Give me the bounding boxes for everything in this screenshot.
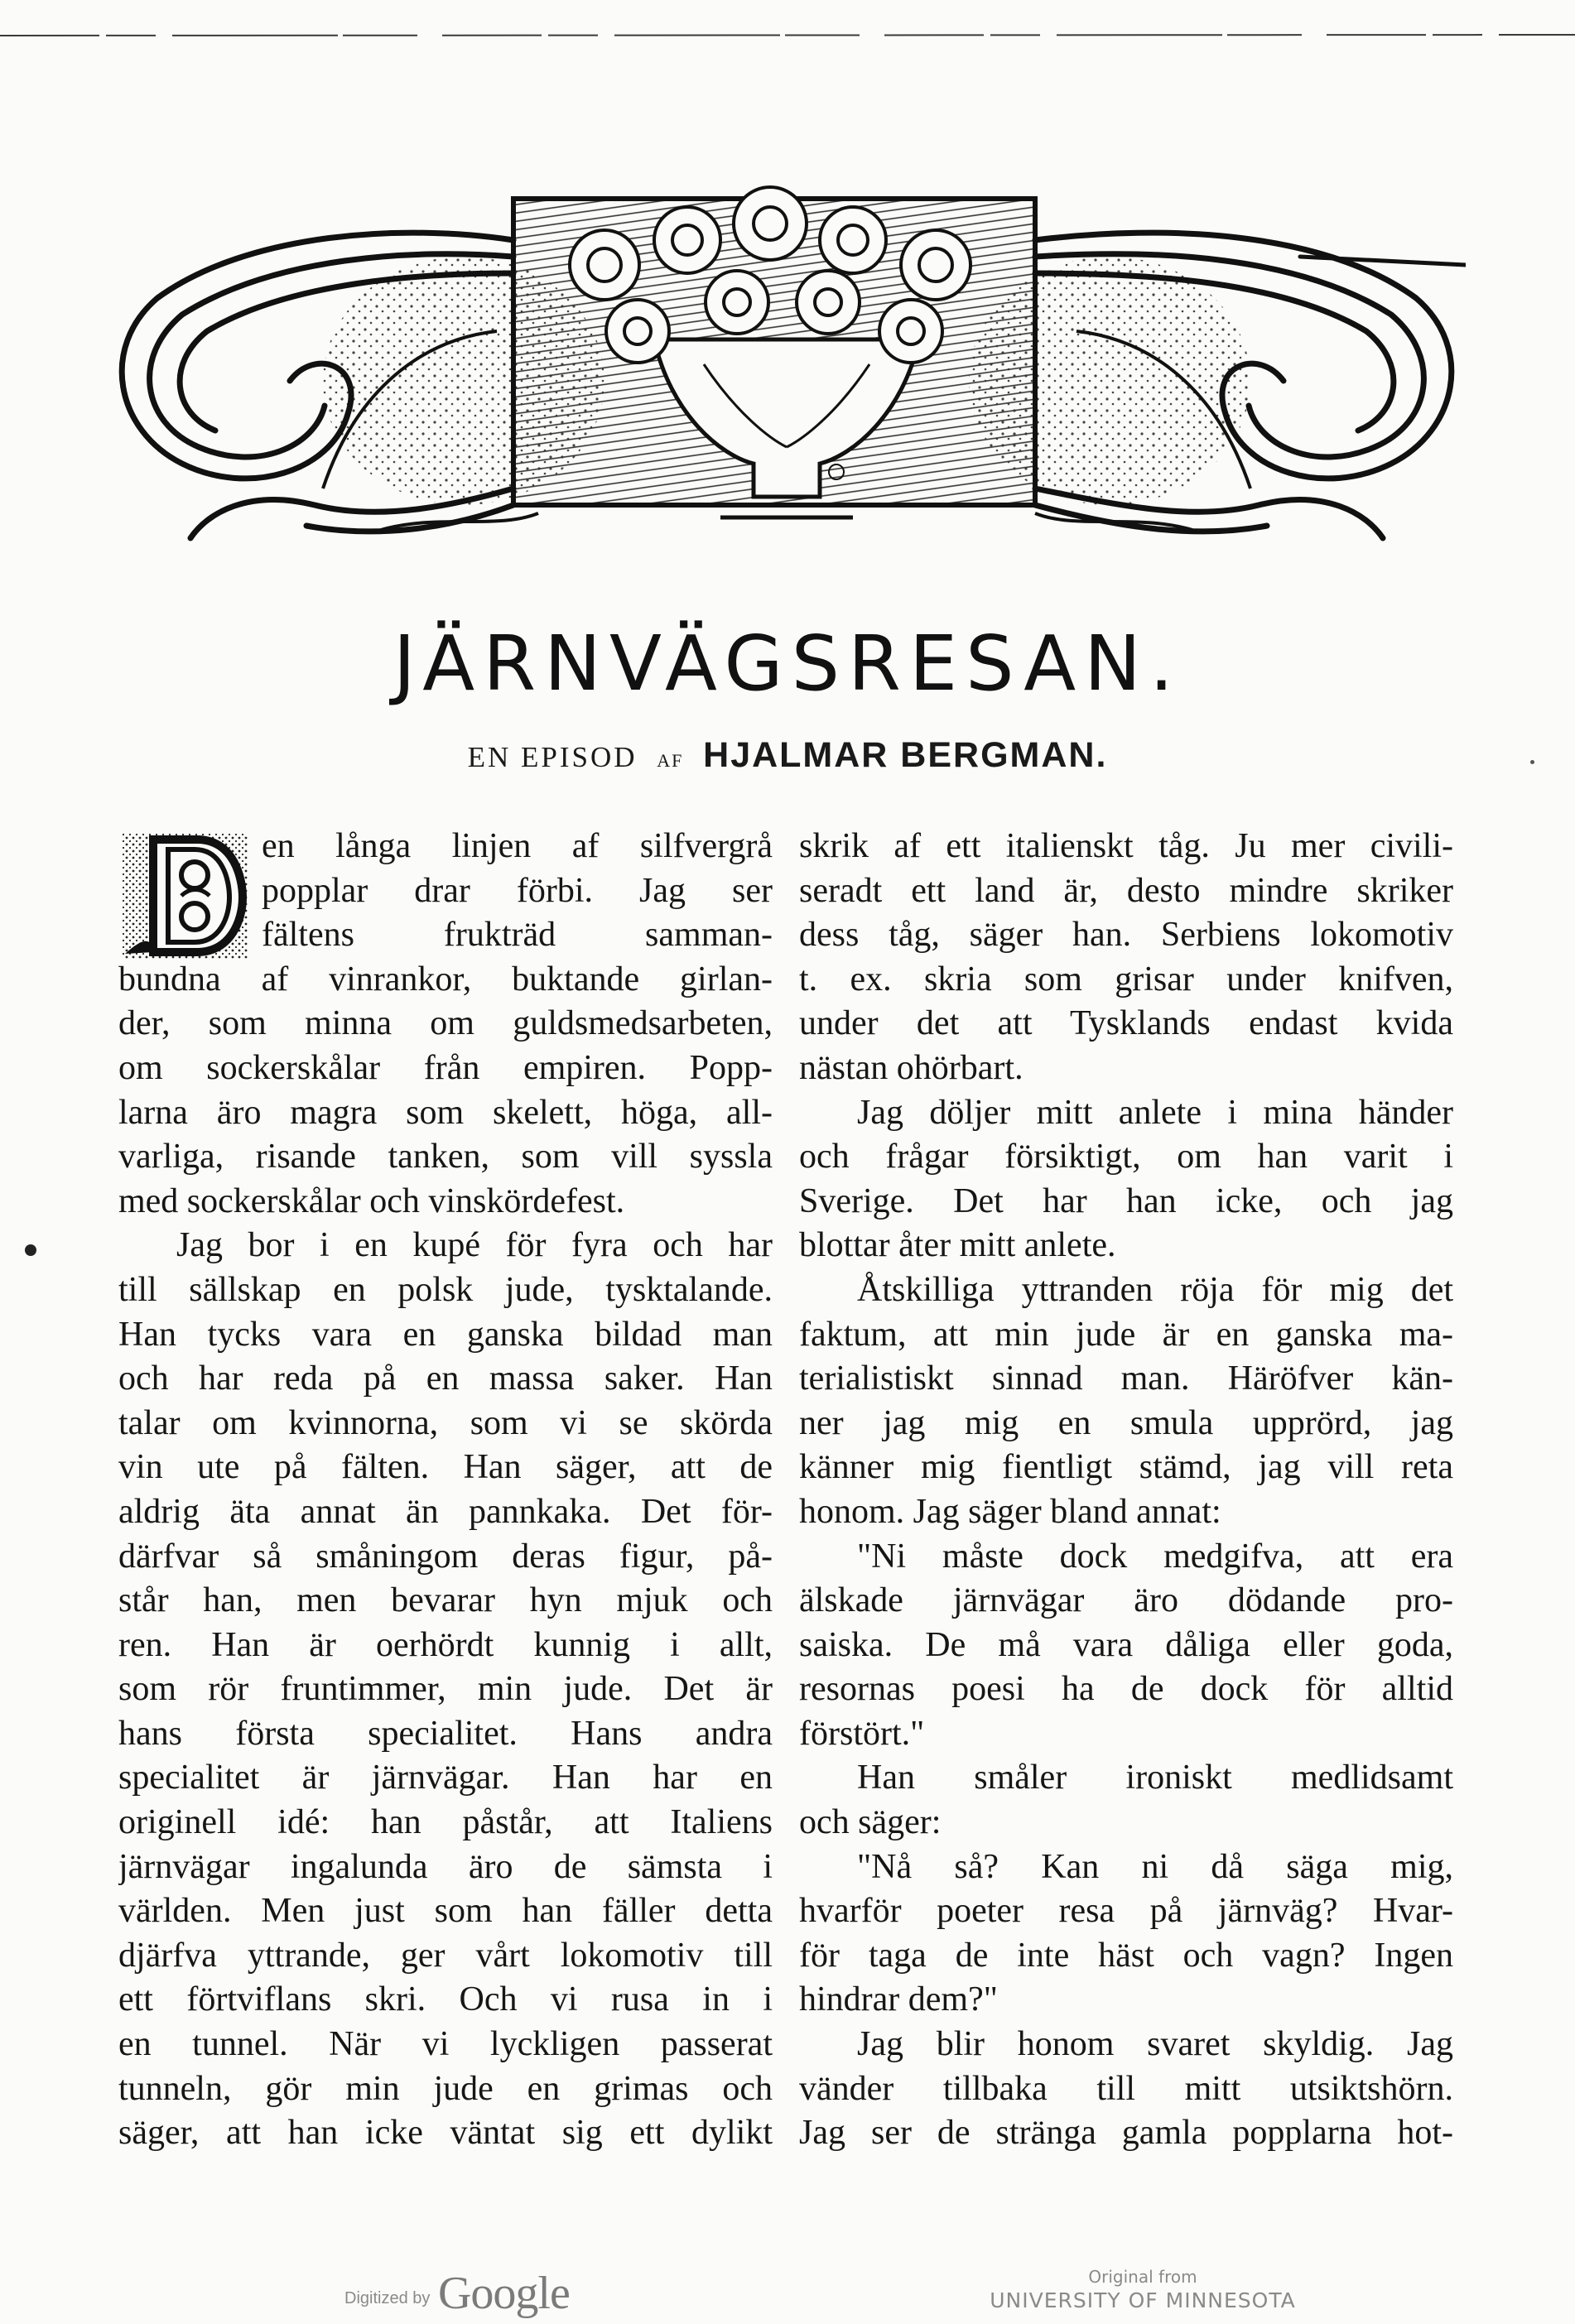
text-line: seradt ett land är, desto mindre skriker [799, 871, 1453, 910]
text-line: "Ni måste dock medgifva, att era [857, 1537, 1453, 1576]
text-line: dess tåg, säger han. Serbiens lokomotiv [799, 916, 1453, 955]
text-line: t. ex. skria som grisar under knifven, [799, 960, 1453, 998]
subtitle-af: AF [657, 750, 684, 771]
text-line: specialitet är järnvägar. Han har en [118, 1759, 773, 1797]
header-ornament [108, 141, 1466, 571]
text-line: talar om kvinnorna, som vi se skörda [118, 1403, 773, 1442]
article-title: JÄRNVÄGSRESAN. [393, 619, 1182, 708]
text-line: hvarför poeter resa på järnväg? Hvar- [799, 1892, 1453, 1931]
text-line: saiska. De må vara dåliga eller goda, [799, 1625, 1453, 1664]
text-line: älskade järnvägar äro dödande pro- [799, 1581, 1453, 1620]
university-label: UNIVERSITY OF MINNESOTA [990, 2288, 1296, 2312]
subtitle-prefix: EN EPISOD [467, 741, 638, 773]
text-line: därfvar så småningom deras figur, på- [118, 1537, 773, 1576]
text-line: en långa linjen af silfvergrå [262, 827, 773, 865]
text-line: honom. Jag säger bland annat: [799, 1492, 1221, 1531]
digitized-by-google [344, 2267, 570, 2320]
text-line: Jag bor i en kupé för fyra och har [176, 1226, 773, 1265]
text-line: säger, att han icke väntat sig ett dylikt [118, 2114, 773, 2153]
google-logo: Google [437, 2268, 570, 2319]
text-line: aldrig äta annat än pannkaka. Det för- [118, 1492, 773, 1531]
text-line: Åtskilliga yttranden röja för mig det [857, 1270, 1453, 1309]
text-line: ner jag mig en smula upprörd, jag [799, 1403, 1453, 1442]
text-line: under det att Tysklands endast kvida [799, 1004, 1453, 1043]
text-line: en tunnel. När vi lyckligen passerat [118, 2025, 773, 2064]
text-line: med sockerskålar och vinskördefest. [118, 1181, 625, 1220]
text-line: fältens frukträd samman- [262, 916, 773, 955]
text-line: originell idé: han påstår, att Italiens [118, 1803, 773, 1842]
text-line: faktum, att min jude är en ganska ma- [799, 1315, 1453, 1354]
text-line: tunneln, gör min jude en grimas och [118, 2069, 773, 2108]
text-line: bundna af vinrankor, buktande girlan- [118, 960, 773, 998]
scan-speck [1530, 760, 1534, 764]
right-column [799, 825, 1453, 2156]
text-line: blottar åter mitt anlete. [799, 1226, 1116, 1265]
text-line: för taga de inte häst och vagn? Ingen [799, 1936, 1453, 1975]
text-line: vänder tillbaka till mitt utsiktshörn. [799, 2069, 1453, 2108]
text-line: varliga, risande tanken, som vill syssla [118, 1138, 773, 1176]
text-line: och frågar försiktigt, om han varit i [799, 1138, 1453, 1176]
text-line: och säger: [799, 1803, 942, 1842]
text-line: "Nå så? Kan ni då säga mig, [857, 1847, 1453, 1886]
text-line: larna äro magra som skelett, höga, all- [118, 1093, 773, 1132]
text-line: Jag döljer mitt anlete i mina händer [857, 1093, 1453, 1132]
digitized-by-label: Digitized by [344, 2289, 431, 2307]
text-line: resornas poesi ha de dock för alltid [799, 1670, 1453, 1709]
text-line: järnvägar ingalunda äro de sämsta i [118, 1847, 773, 1886]
original-source [969, 2267, 1317, 2312]
text-line: känner mig fientligt stämd, jag vill reta [799, 1448, 1453, 1487]
text-line: förstört." [799, 1714, 925, 1753]
text-line: hans första specialitet. Hans andra [118, 1714, 773, 1753]
author-name: HJALMAR BERGMAN. [703, 735, 1108, 775]
drop-cap-d-icon [118, 830, 251, 962]
text-line: om sockerskålar från empiren. Popp- [118, 1048, 773, 1087]
text-line: ren. Han är oerhördt kunnig i allt, [118, 1625, 773, 1664]
text-line: Han småler ironiskt medlidsamt [857, 1759, 1453, 1797]
text-line: Jag ser de stränga gamla popplarna hot- [799, 2114, 1453, 2153]
text-line: Jag blir honom svaret skyldig. Jag [857, 2025, 1453, 2064]
text-line: Sverige. Det har han icke, och jag [799, 1181, 1453, 1220]
text-line: popplar drar förbi. Jag ser [262, 871, 773, 910]
margin-dot [25, 1244, 36, 1256]
original-from-label: Original from [1088, 2267, 1197, 2287]
text-line: terialistiskt sinnad man. Häröfver kän- [799, 1359, 1453, 1398]
text-line: der, som minna om guldsmedsarbeten, [118, 1004, 773, 1043]
article-subtitle [0, 735, 1575, 776]
text-line: nästan ohörbart. [799, 1048, 1024, 1087]
text-line: skrik af ett italienskt tåg. Ju mer civili- [799, 827, 1453, 865]
text-line: hindrar dem?" [799, 1980, 998, 2019]
text-line: till sällskap en polsk jude, tysktalande. [118, 1270, 773, 1309]
text-line: som rör fruntimmer, min jude. Det är [118, 1670, 773, 1709]
scan-edge-line [0, 33, 1575, 38]
text-line: står han, men bevarar hyn mjuk och [118, 1581, 773, 1620]
text-line: Han tycks vara en ganska bildad man [118, 1315, 773, 1354]
text-line: vin ute på fälten. Han säger, att de [118, 1448, 773, 1487]
text-line: världen. Men just som han fäller detta [118, 1892, 773, 1931]
text-line: djärfva yttrande, ger vårt lokomotiv till [118, 1936, 773, 1975]
text-line: ett förtviflans skri. Och vi rusa in i [118, 1980, 773, 2019]
text-line: och har reda på en massa saker. Han [118, 1359, 773, 1398]
left-column [118, 825, 773, 2156]
